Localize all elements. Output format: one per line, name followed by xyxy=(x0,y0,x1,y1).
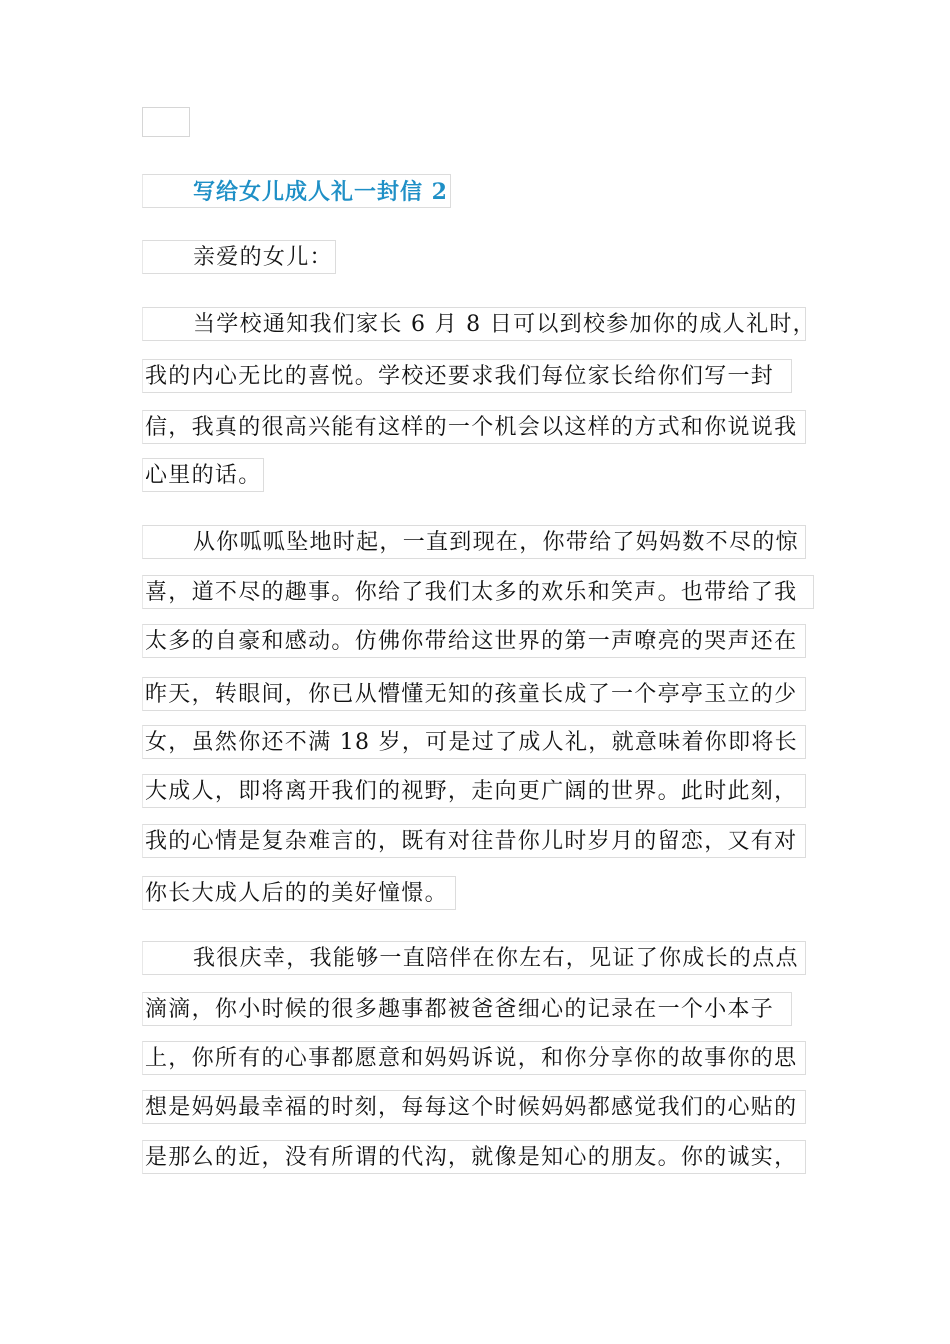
paragraph-line: 心里的话。 xyxy=(142,458,264,492)
page-corner-box xyxy=(142,107,190,137)
paragraph-line: 喜，道不尽的趣事。你给了我们太多的欢乐和笑声。也带给了我 xyxy=(142,575,814,609)
paragraph-line: 是那么的近，没有所谓的代沟，就像是知心的朋友。你的诚实， xyxy=(142,1140,806,1174)
paragraph-line: 我的心情是复杂难言的，既有对往昔你儿时岁月的留恋，又有对 xyxy=(142,824,806,858)
paragraph-line: 我很庆幸，我能够一直陪伴在你左右，见证了你成长的点点 xyxy=(142,941,806,975)
paragraph-line: 信，我真的很高兴能有这样的一个机会以这样的方式和你说说我 xyxy=(142,410,806,444)
paragraph-line: 昨天，转眼间，你已从懵懂无知的孩童长成了一个亭亭玉立的少 xyxy=(142,677,806,711)
paragraph-line: 太多的自豪和感动。仿佛你带给这世界的第一声嘹亮的哭声还在 xyxy=(142,624,806,658)
paragraph-line: 大成人，即将离开我们的视野，走向更广阔的世界。此时此刻， xyxy=(142,774,806,808)
paragraph-line: 滴滴，你小时候的很多趣事都被爸爸细心的记录在一个小本子 xyxy=(142,992,792,1026)
document-title: 写给女儿成人礼一封信 2 xyxy=(142,174,451,208)
paragraph-line: 当学校通知我们家长 6 月 8 日可以到校参加你的成人礼时， xyxy=(142,307,806,341)
paragraph-line: 想是妈妈最幸福的时刻，每每这个时候妈妈都感觉我们的心贴的 xyxy=(142,1090,806,1124)
paragraph-line: 我的内心无比的喜悦。学校还要求我们每位家长给你们写一封 xyxy=(142,359,792,393)
paragraph-line: 从你呱呱坠地时起，一直到现在，你带给了妈妈数不尽的惊 xyxy=(142,525,806,559)
salutation: 亲爱的女儿： xyxy=(142,240,336,274)
paragraph-line: 女，虽然你还不满 18 岁，可是过了成人礼，就意味着你即将长 xyxy=(142,725,806,759)
paragraph-line: 你长大成人后的的美好憧憬。 xyxy=(142,876,456,910)
paragraph-line: 上，你所有的心事都愿意和妈妈诉说，和你分享你的故事你的思 xyxy=(142,1041,806,1075)
